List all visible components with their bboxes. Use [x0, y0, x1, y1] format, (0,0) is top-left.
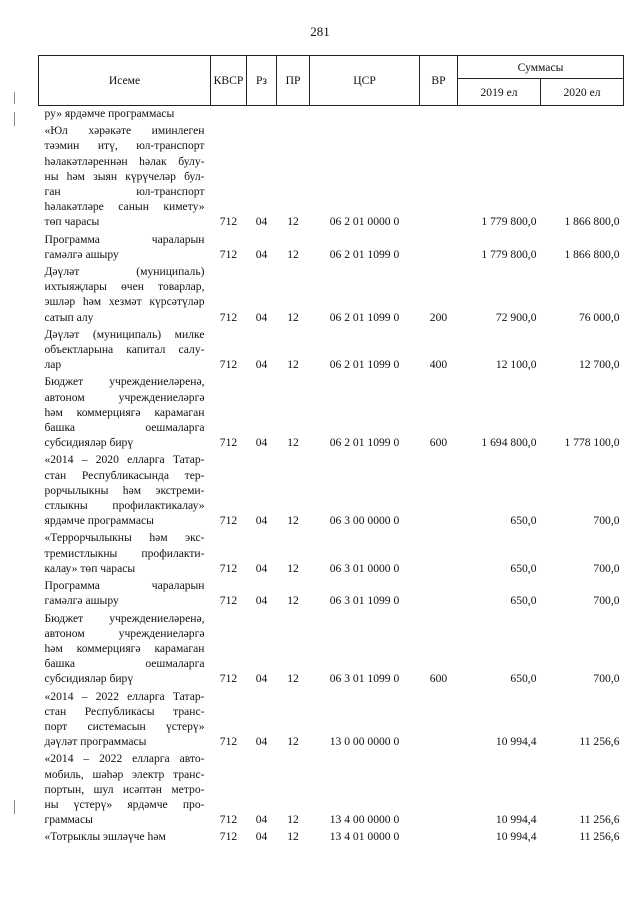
row-pr: 12 — [287, 561, 299, 575]
row-vr — [420, 106, 458, 124]
row-y1: 10 994,4 — [495, 735, 537, 749]
row-y2: 12 700,0 — [578, 358, 620, 372]
row-name-line: Бюджет учреждениеләренә, — [44, 375, 205, 389]
row-name — [39, 106, 211, 124]
table-row — [39, 123, 624, 231]
row-name-line: порт системасын үстерү» — [44, 719, 205, 733]
row-name — [39, 751, 211, 829]
row-y1: 650,0 — [510, 514, 537, 528]
row-vr — [420, 829, 458, 846]
row-name-line: гамәлгә ашыру — [44, 247, 119, 261]
header-name: Исеме — [39, 56, 211, 106]
table-body — [39, 106, 624, 847]
row-csr: 06 2 01 0000 0 — [329, 215, 400, 229]
header-pr: ПР — [277, 56, 310, 106]
row-name-line: «Тотрыклы эшләүче һәм — [44, 830, 166, 844]
row-csr: 06 2 01 1099 0 — [329, 358, 400, 372]
margin-mark — [14, 112, 15, 126]
page-number: 281 — [310, 24, 330, 39]
row-kvsr: 712 — [219, 215, 238, 229]
row-pr — [277, 106, 310, 124]
row-name-line: башка оешмаларга — [44, 421, 205, 435]
row-rz: 04 — [255, 358, 268, 372]
row-y2: 1 866 800,0 — [564, 215, 620, 229]
row-name — [39, 264, 211, 327]
row-vr — [420, 123, 458, 231]
row-csr — [310, 106, 420, 124]
row-kvsr: 712 — [219, 672, 238, 686]
row-rz: 04 — [255, 514, 268, 528]
row-name-line: Программа чараларын — [44, 579, 205, 593]
row-y2: 11 256,6 — [579, 813, 620, 827]
row-name-line: субсидияләр бирү — [44, 672, 134, 686]
row-name-line: ихтыяҗлары өчен товарлар, — [44, 280, 205, 294]
row-name-line: калау» төп чарасы — [44, 561, 136, 575]
row-name-line: төп чарасы — [44, 215, 100, 229]
table-row — [39, 611, 624, 689]
table-row — [39, 106, 624, 124]
row-csr: 13 4 00 0000 0 — [329, 813, 400, 827]
row-kvsr: 712 — [219, 813, 238, 827]
row-kvsr: 712 — [219, 358, 238, 372]
row-rz: 04 — [255, 813, 268, 827]
row-kvsr: 712 — [219, 594, 238, 608]
row-name-line: эшләр һәм хезмәт күрсәтүләр — [44, 295, 205, 309]
row-csr: 06 2 01 1099 0 — [329, 247, 400, 261]
row-csr: 06 3 01 0000 0 — [329, 561, 400, 575]
row-rz: 04 — [255, 436, 268, 450]
row-y2: 700,0 — [593, 514, 620, 528]
row-pr: 12 — [287, 830, 299, 844]
row-name — [39, 689, 211, 752]
row-csr: 13 0 00 0000 0 — [329, 735, 400, 749]
row-name-line: тәэмин итү, юл-транспорт — [44, 139, 205, 153]
row-name — [39, 123, 211, 231]
row-y2: 700,0 — [593, 561, 620, 575]
row-name — [39, 578, 211, 610]
row-name-line: гамәлгә ашыру — [44, 594, 119, 608]
row-y1: 72 900,0 — [495, 310, 537, 324]
row-name — [39, 530, 211, 578]
row-name-line: Дәүләт (муниципаль) милке — [44, 327, 205, 341]
budget-table-sheet — [38, 55, 623, 847]
row-y1: 10 994,4 — [495, 830, 537, 844]
row-y1: 1 694 800,0 — [481, 436, 537, 450]
row-pr: 12 — [287, 514, 299, 528]
header-csr: ЦСР — [310, 56, 420, 106]
row-name-line: дәүләт программасы — [44, 735, 147, 749]
row-name-line: ны һәм зыян күрүчеләр бул- — [44, 169, 205, 183]
row-y2: 1 778 100,0 — [564, 436, 620, 450]
row-name-line: ган юл-транспорт — [44, 185, 205, 199]
row-rz: 04 — [255, 594, 268, 608]
row-vr — [420, 689, 458, 752]
row-name-line: «Террорчылыкны һәм экс- — [44, 531, 205, 545]
margin-mark — [14, 800, 15, 814]
row-pr: 12 — [287, 672, 299, 686]
table-row — [39, 689, 624, 752]
row-pr: 12 — [287, 735, 299, 749]
row-name — [39, 829, 211, 846]
row-pr: 12 — [287, 215, 299, 229]
row-pr: 12 — [287, 310, 299, 324]
row-name-line: Дәүләт (муниципаль) — [44, 265, 205, 279]
header-year-2019: 2019 ел — [458, 79, 541, 106]
row-name-line: һәм коммерциягә карамаган — [44, 405, 205, 419]
row-name-line: тремистлыкны профилакти- — [44, 546, 205, 560]
header-sums: Суммасы — [458, 56, 624, 79]
row-name-line: «2014 – 2020 елларга Татар- — [44, 453, 205, 467]
row-y2: 700,0 — [593, 672, 620, 686]
row-csr: 06 2 01 1099 0 — [329, 436, 400, 450]
row-y1: 1 779 800,0 — [481, 247, 537, 261]
row-name-line: сатып алу — [44, 310, 94, 324]
row-kvsr: 712 — [219, 514, 238, 528]
row-vr — [420, 452, 458, 530]
row-vr — [420, 530, 458, 578]
row-y2: 700,0 — [593, 594, 620, 608]
row-vr: 600 — [429, 672, 448, 686]
row-name-line: рорчылыкны һәм экстреми- — [44, 483, 205, 497]
row-kvsr: 712 — [219, 561, 238, 575]
row-name-line: Программа чараларын — [44, 232, 205, 246]
row-y2: 11 256,6 — [579, 830, 620, 844]
row-kvsr: 712 — [219, 310, 238, 324]
table-row — [39, 374, 624, 452]
table-row — [39, 829, 624, 846]
table-row — [39, 452, 624, 530]
row-y1: 650,0 — [510, 594, 537, 608]
row-vr: 200 — [429, 310, 448, 324]
row-name — [39, 452, 211, 530]
row-y1: 650,0 — [510, 561, 537, 575]
row-rz: 04 — [255, 310, 268, 324]
row-rz: 04 — [255, 672, 268, 686]
table-row — [39, 327, 624, 375]
row-name-line: лар — [44, 358, 62, 372]
row-csr: 06 3 01 1099 0 — [329, 594, 400, 608]
row-y2: 1 866 800,0 — [564, 247, 620, 261]
row-kvsr: 712 — [219, 247, 238, 261]
row-rz: 04 — [255, 247, 268, 261]
row-kvsr: 712 — [219, 830, 238, 844]
row-csr: 06 3 01 1099 0 — [329, 672, 400, 686]
row-y1 — [458, 106, 541, 124]
header-rz: Рз — [247, 56, 277, 106]
row-csr: 06 2 01 1099 0 — [329, 310, 400, 324]
row-rz: 04 — [255, 830, 268, 844]
row-y1: 10 994,4 — [495, 813, 537, 827]
row-name-line: һәлакәтләре санын кимету» — [44, 200, 205, 214]
row-vr — [420, 232, 458, 264]
row-name-line: башка оешмаларга — [44, 657, 205, 671]
row-rz: 04 — [255, 561, 268, 575]
header-vr: ВР — [420, 56, 458, 106]
row-name-line: һәм коммерциягә карамаган — [44, 641, 205, 655]
table-row — [39, 578, 624, 610]
header-kvsr: КВСР — [211, 56, 247, 106]
row-rz: 04 — [255, 735, 268, 749]
row-pr: 12 — [287, 594, 299, 608]
row-vr: 600 — [429, 436, 448, 450]
row-name-line: портын, шул исәптән метро- — [44, 782, 205, 796]
row-name-line: Бюджет учреждениеләренә, — [44, 611, 205, 625]
row-rz: 04 — [255, 215, 268, 229]
row-kvsr: 712 — [219, 735, 238, 749]
row-name-line: «2014 – 2022 елларга авто- — [44, 752, 205, 766]
row-name — [39, 611, 211, 689]
row-name-line: мобиль, шәһәр электр транс- — [44, 767, 205, 781]
row-pr: 12 — [287, 436, 299, 450]
table-header — [39, 56, 624, 106]
row-name-line: субсидияләр бирү — [44, 436, 134, 450]
row-name-line: автоном учреждениеләргә — [44, 626, 205, 640]
row-y1: 1 779 800,0 — [481, 215, 537, 229]
row-pr: 12 — [287, 247, 299, 261]
header-year-2020: 2020 ел — [541, 79, 624, 106]
row-csr: 13 4 01 0000 0 — [329, 830, 400, 844]
row-name-line: ярдәмче программасы — [44, 514, 154, 528]
row-name-line: стан Республикасы транс- — [44, 704, 205, 718]
row-name-line: ны үстерү» ярдәмче про- — [44, 797, 205, 811]
row-vr — [420, 751, 458, 829]
row-name-line: автоном учреждениеләргә — [44, 390, 205, 404]
row-name-line: «Юл хәрәкәте иминлеген — [44, 124, 205, 138]
row-y2: 11 256,6 — [579, 735, 620, 749]
table-row — [39, 751, 624, 829]
row-name — [39, 374, 211, 452]
row-name-line: һәлакәтләреннән һәлак булу- — [44, 154, 205, 168]
row-csr: 06 3 00 0000 0 — [329, 514, 400, 528]
row-name-line: граммасы — [44, 813, 93, 827]
row-vr: 400 — [429, 358, 448, 372]
budget-table — [38, 55, 624, 847]
row-name-line: «2014 – 2022 елларга Татар- — [44, 689, 205, 703]
row-y1: 650,0 — [510, 672, 537, 686]
row-kvsr — [211, 106, 247, 124]
row-name — [39, 232, 211, 264]
row-rz — [247, 106, 277, 124]
row-y1: 12 100,0 — [495, 358, 537, 372]
row-vr — [420, 578, 458, 610]
table-row — [39, 530, 624, 578]
row-kvsr: 712 — [219, 436, 238, 450]
table-row — [39, 232, 624, 264]
row-pr: 12 — [287, 358, 299, 372]
table-row — [39, 264, 624, 327]
row-name-line: стлыкны профилактикалау» — [44, 499, 205, 513]
row-y2: 76 000,0 — [578, 310, 620, 324]
row-name — [39, 327, 211, 375]
row-pr: 12 — [287, 813, 299, 827]
row-y2 — [541, 106, 624, 124]
row-name-line: стан Республикасында тер- — [44, 468, 205, 482]
row-name-line: ру» ярдәмче программасы — [44, 107, 175, 120]
row-name-line: объектларына капитал салу- — [44, 343, 205, 357]
margin-mark — [14, 92, 15, 104]
